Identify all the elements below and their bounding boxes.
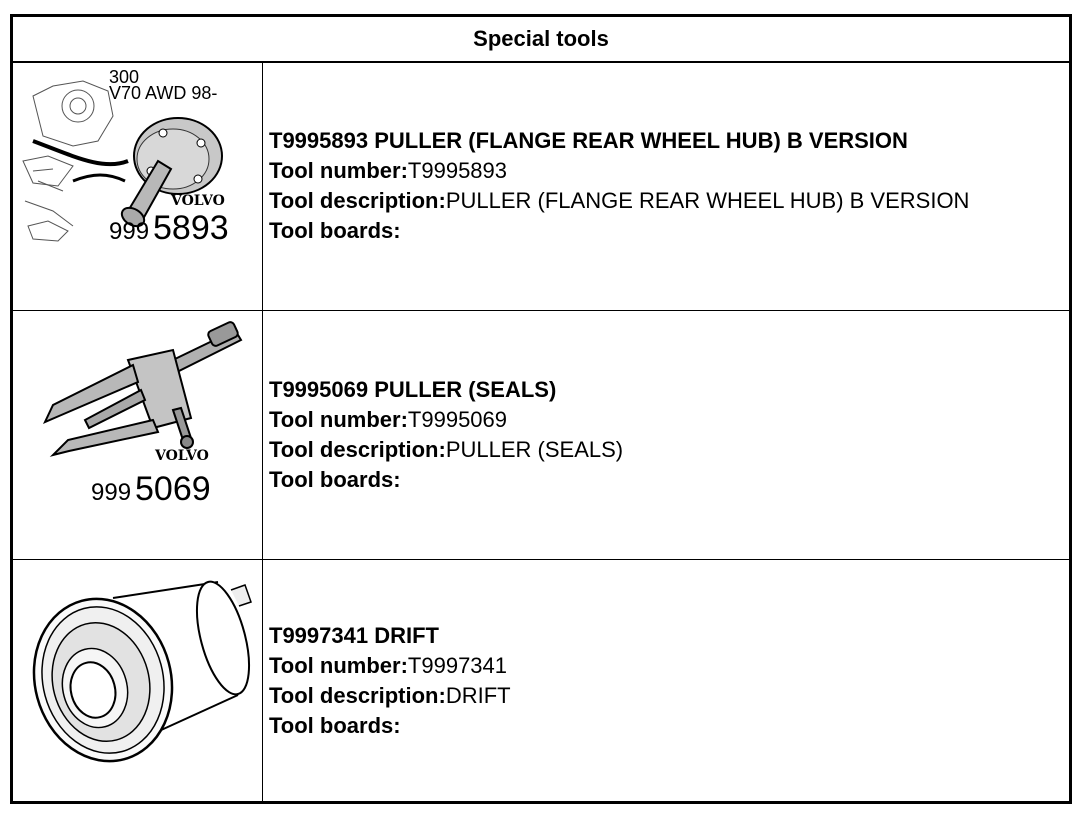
tool-boards-line	[269, 216, 1069, 246]
part-number-prefix: 999	[109, 218, 150, 245]
tool-image-cell	[13, 310, 263, 559]
part-number-suffix: 5893	[153, 209, 229, 247]
tool-image-cell	[13, 61, 263, 310]
tool-boards-line	[269, 465, 1069, 495]
tool-description-label: Tool description:	[269, 187, 446, 213]
table-header	[13, 17, 1069, 63]
tool-description-value: PULLER (FLANGE REAR WHEEL HUB) B VERSION	[445, 187, 970, 213]
tool-row	[13, 560, 1069, 801]
tool-image-cell	[13, 560, 263, 801]
tool-number-line	[269, 405, 1069, 435]
tool-number-label: Tool number:	[269, 157, 408, 183]
part-number-prefix: 999	[91, 479, 132, 506]
tool-number-value: T9995893	[407, 157, 508, 183]
hub-puller-illustration-icon	[13, 61, 262, 310]
tool-row	[13, 310, 1069, 560]
tool-description-line	[269, 186, 1069, 216]
part-number-suffix: 5069	[135, 470, 211, 508]
tool-number-label: Tool number:	[269, 652, 408, 678]
tool-description-label: Tool description:	[269, 682, 446, 708]
drift-illustration-icon	[13, 560, 262, 801]
tool-description-label: Tool description:	[269, 436, 446, 462]
tool-heading: T9995069 PULLER (SEALS)	[269, 376, 557, 402]
tool-description-value: DRIFT	[445, 682, 511, 708]
tool-number-value: T9995069	[407, 406, 508, 432]
tool-number-value: T9997341	[407, 652, 508, 678]
tool-description-line	[269, 435, 1069, 465]
caption-line1: 300	[109, 67, 140, 87]
brand-logo: VOLVO	[155, 448, 209, 464]
tool-info	[269, 560, 1069, 801]
table-title: Special tools	[473, 26, 609, 51]
caption-line2: V70 AWD 98-	[109, 83, 218, 103]
tool-boards-line	[269, 711, 1069, 741]
tool-boards-label: Tool boards:	[269, 217, 401, 243]
special-tools-table	[10, 14, 1072, 804]
seal-puller-illustration-icon	[13, 310, 262, 559]
tool-info	[269, 310, 1069, 559]
tool-number-label: Tool number:	[269, 406, 408, 432]
tool-info	[269, 61, 1069, 310]
tool-number-line	[269, 156, 1069, 186]
tool-heading: T9997341 DRIFT	[269, 622, 439, 648]
tool-boards-label: Tool boards:	[269, 712, 401, 738]
brand-logo: VOLVO	[171, 193, 225, 209]
tool-number-line	[269, 651, 1069, 681]
tool-description-line	[269, 681, 1069, 711]
tool-row	[13, 61, 1069, 311]
tool-description-value: PULLER (SEALS)	[445, 436, 624, 462]
tool-boards-label: Tool boards:	[269, 466, 401, 492]
tool-heading: T9995893 PULLER (FLANGE REAR WHEEL HUB) B VERSION	[269, 127, 908, 153]
